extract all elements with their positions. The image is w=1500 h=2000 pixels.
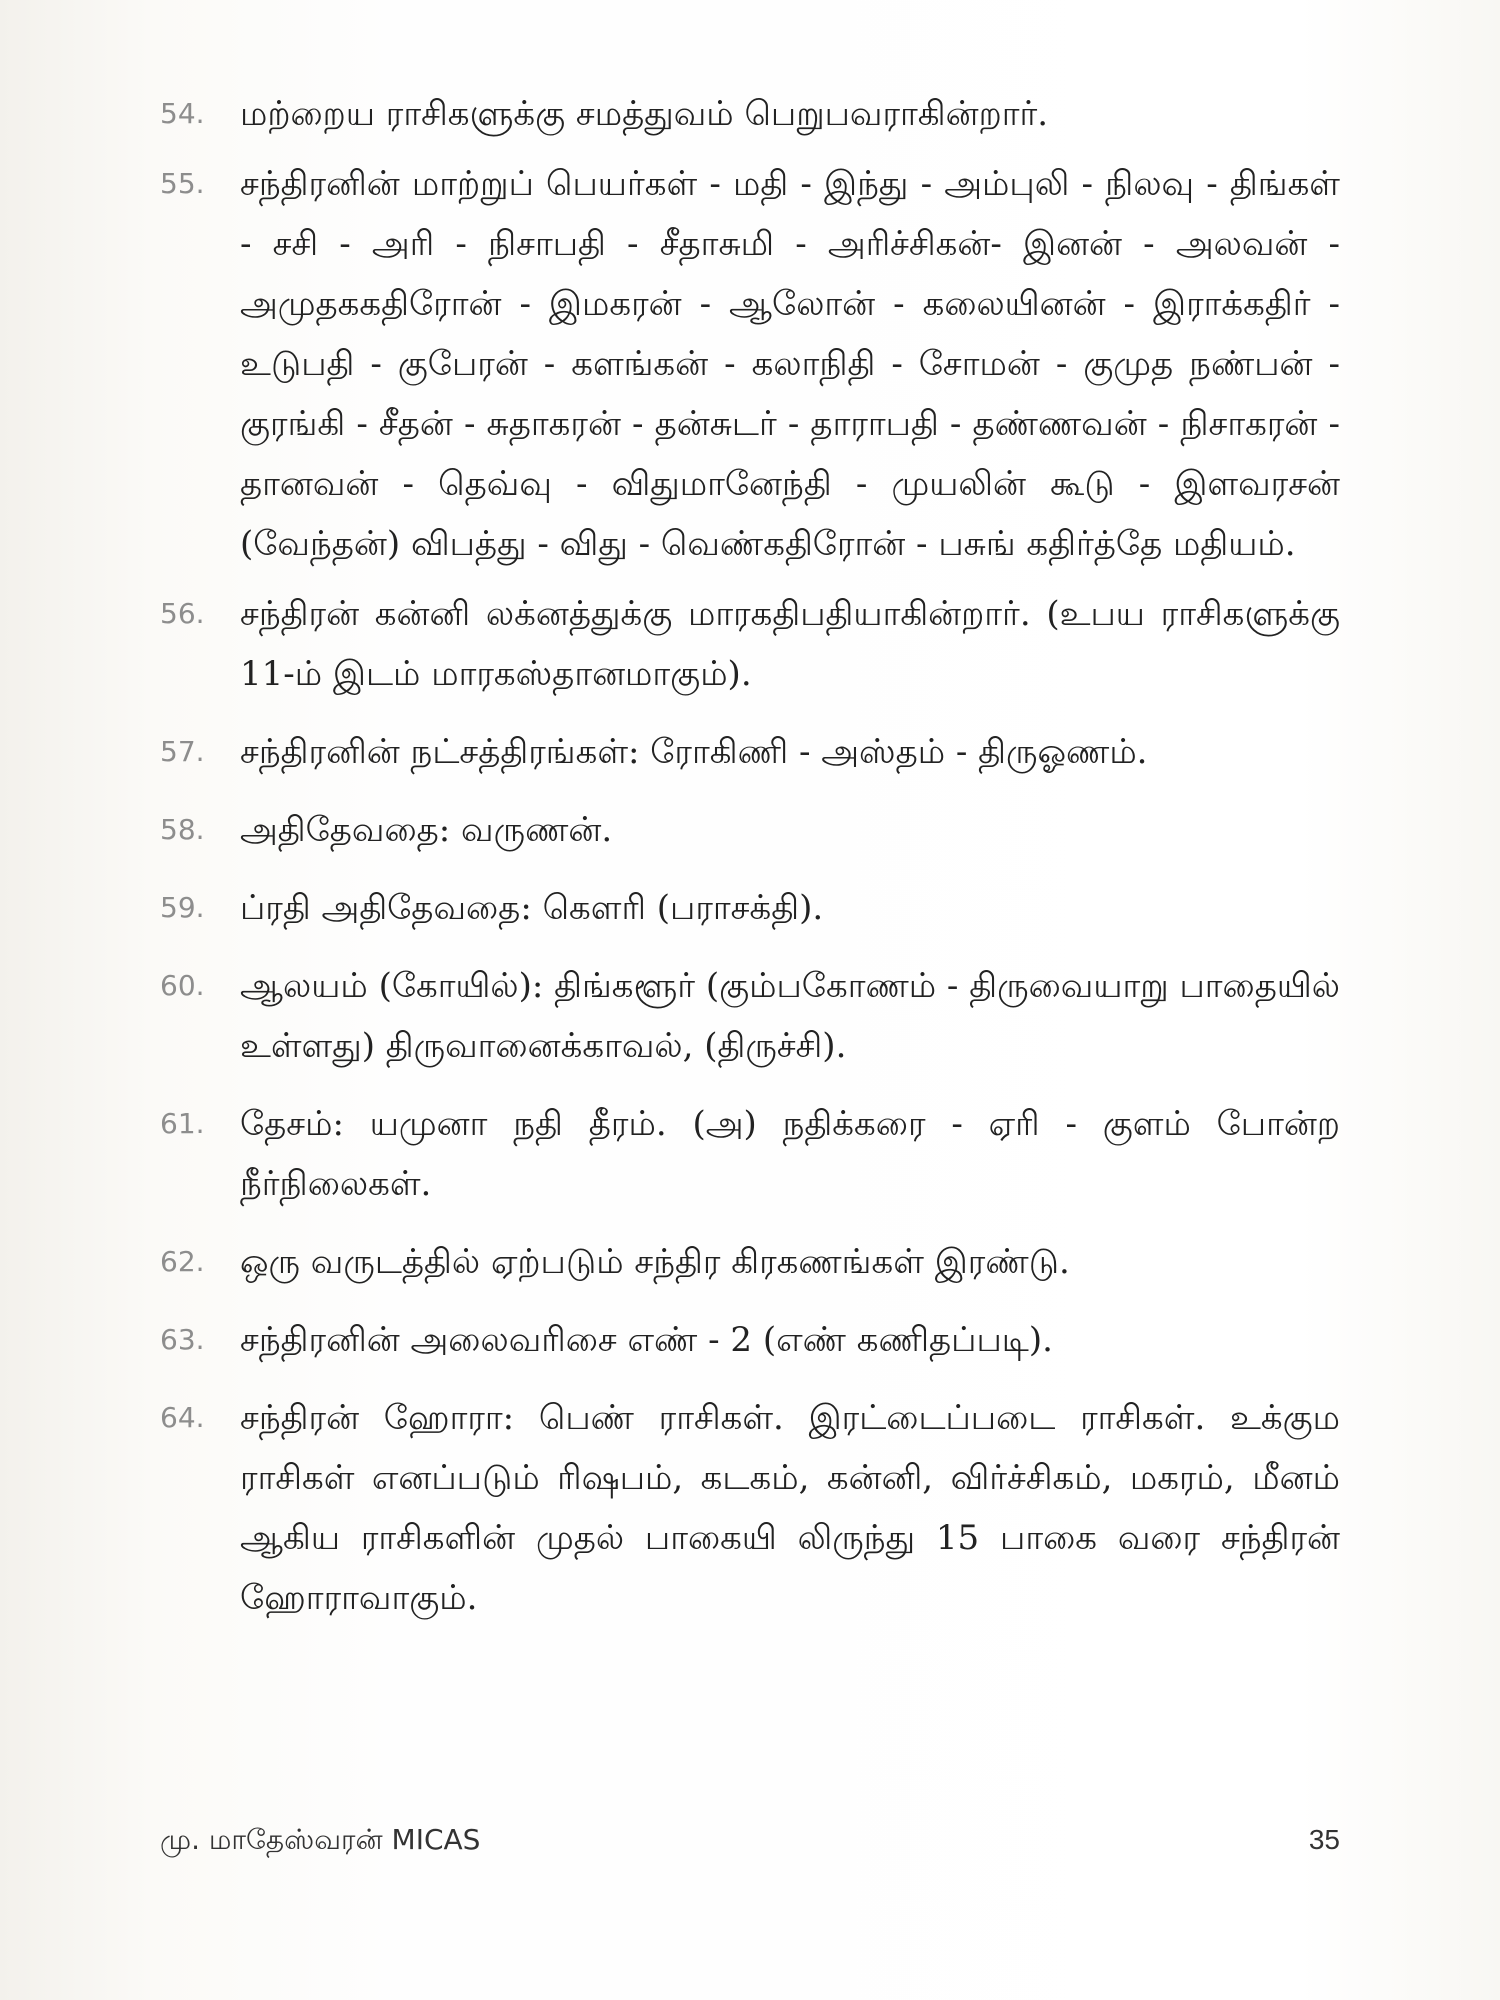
item-number: 63.	[160, 1323, 205, 1356]
item-text: சந்திரன் கன்னி லக்னத்துக்கு மாரகதிபதியாகின்றார். (உபய ராசிகளுக்கு 11-ம் இடம் மாரகஸ்தானமாகும்).	[240, 594, 1340, 694]
list-item-55	[160, 154, 1360, 574]
item-number: 57.	[160, 735, 205, 768]
item-number: 55.	[160, 167, 205, 200]
item-text: ஆலயம் (கோயில்): திங்களூர் (கும்பகோணம் - திருவையாறு பாதையில் உள்ளது) திருவானைக்காவல், (திருச்சி).	[240, 966, 1340, 1066]
item-text: அதிதேவதை: வருணன்.	[240, 810, 613, 850]
list-item-56	[160, 584, 1360, 704]
item-number: 59.	[160, 891, 205, 924]
list-item-60	[160, 956, 1360, 1076]
item-number: 56.	[160, 597, 205, 630]
list-item-58	[160, 800, 1360, 860]
page-number: 35	[1308, 1824, 1340, 1855]
list-item-61	[160, 1094, 1360, 1214]
item-number: 62.	[160, 1245, 205, 1278]
list-item-63	[160, 1310, 1360, 1370]
item-text: சந்திரன் ஹோரா: பெண் ராசிகள். இரட்டைப்படை ராசிகள். உக்கும ராசிகள் எனப்படும் ரிஷபம், கடகம், கன்னி, விர்ச்சிகம், மகரம், மீனம் ஆகிய ராசிகளின் முதல் பாகையி லிருந்து 15 பாகை வரை சந்திரன் ஹோராவாகும்.	[240, 1398, 1340, 1618]
list-item-54	[160, 84, 1360, 144]
item-text: மற்றைய ராசிகளுக்கு சமத்துவம் பெறுபவராகின்றார்.	[240, 94, 1049, 134]
item-number: 61.	[160, 1107, 205, 1140]
item-text: சந்திரனின் நட்சத்திரங்கள்: ரோகிணி - அஸ்தம் - திருஓணம்.	[240, 732, 1148, 772]
numbered-list	[160, 84, 1360, 1628]
item-number: 64.	[160, 1401, 205, 1434]
item-text: சந்திரனின் மாற்றுப் பெயர்கள் - மதி - இந்து - அம்புலி - நிலவு - திங்கள் - சசி - அரி - நிசாபதி - சீதாசுமி - அரிச்சிகன்- இனன் - அலவன் - அமுதககதிரோன் - இமகரன் - ஆலோன் - கலையினன் - இராக்கதிர் - உடுபதி - குபேரன் - களங்கன் - கலாநிதி - சோமன் - குமுத நண்பன் - குரங்கி - சீதன் - சுதாகரன் - தன்சுடர் - தாராபதி - தண்ணவன் - நிசாகரன் - தானவன் - தெவ்வு - விதுமானேந்தி - முயலின் கூடு - இளவரசன் (வேந்தன்) விபத்து - விது - வெண்கதிரோன் - பசுங் கதிர்த்தே மதியம்.	[240, 164, 1340, 564]
item-text: ஒரு வருடத்தில் ஏற்படும் சந்திர கிரகணங்கள் இரண்டு.	[240, 1242, 1070, 1282]
list-item-62	[160, 1232, 1360, 1292]
item-text: ப்ரதி அதிதேவதை: கௌரி (பராசக்தி).	[240, 888, 824, 928]
item-number: 58.	[160, 813, 205, 846]
author-credit: மு. மாதேஸ்வரன் MICAS	[160, 1823, 481, 1856]
item-number: 60.	[160, 969, 205, 1002]
item-number: 54.	[160, 97, 205, 130]
list-item-59	[160, 878, 1360, 938]
item-text: தேசம்: யமுனா நதி தீரம். (அ) நதிக்கரை - ஏரி - குளம் போன்ற நீர்நிலைகள்.	[240, 1104, 1340, 1204]
item-text: சந்திரனின் அலைவரிசை எண் - 2 (எண் கணிதப்படி).	[240, 1320, 1053, 1360]
list-item-57	[160, 722, 1360, 782]
list-item-64	[160, 1388, 1360, 1628]
